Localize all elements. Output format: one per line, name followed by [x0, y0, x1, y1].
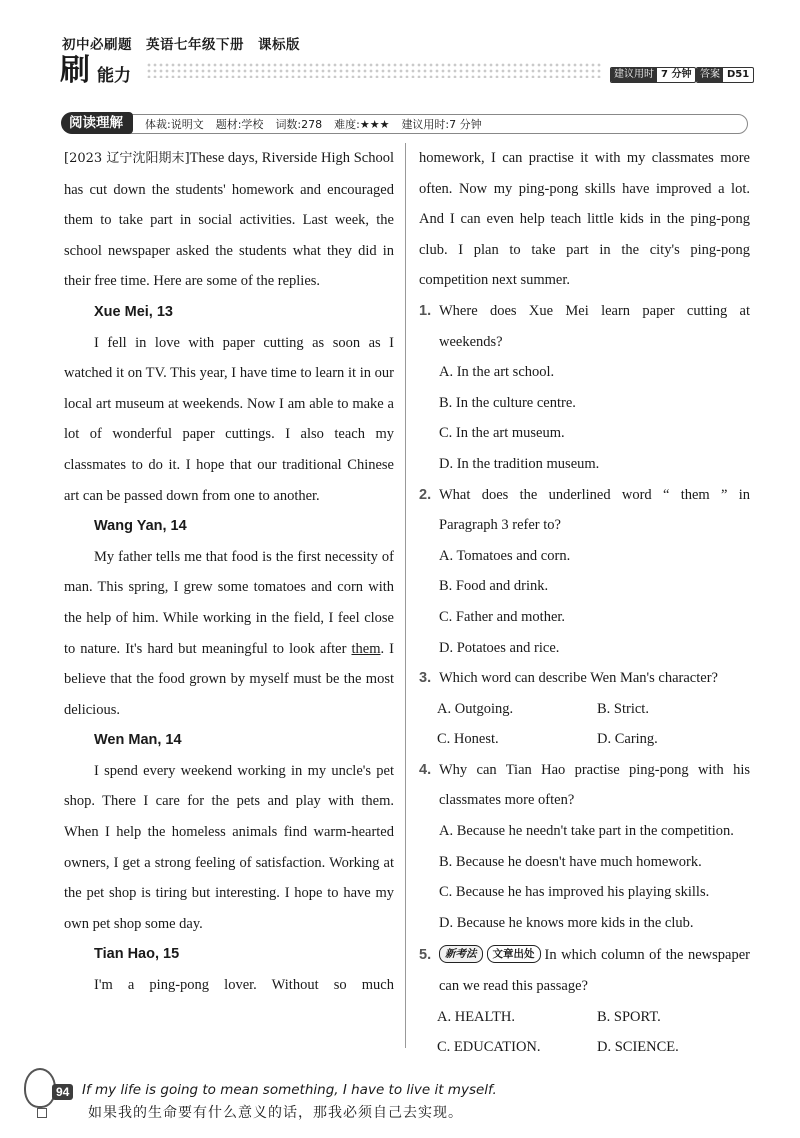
meta-topic: 题材:学校	[215, 118, 264, 131]
question-text: In which column of the newspaper can we read this passage?	[439, 947, 750, 995]
option-d: D. Because he knows more kids in the club.	[439, 914, 694, 931]
question-text: Where does Xue Mei learn paper cutting at weekends?	[439, 302, 750, 350]
option-b: B. Because he doesn't have much homework.	[439, 853, 702, 870]
respondent-name-wang-yan: Wang Yan, 14	[94, 518, 187, 535]
paragraph-tian-hao-continued: homework, I can practise it with my classmates more often. Now my ping-pong skills have improved a lot. And I can even help teach little kids in the ping-pong club. I plan to take part in the city's ping-pong competition next summer.	[419, 150, 750, 289]
footer-quote-english: If my life is going to mean something, I have to live it myself.	[82, 1082, 497, 1098]
respondent-name-tian-hao: Tian Hao, 15	[94, 946, 180, 963]
passage-column-left	[64, 143, 394, 1001]
option-d: D. Potatoes and rice.	[439, 639, 560, 656]
meta-difficulty: 难度:★★★	[334, 118, 390, 131]
option-b: B. Food and drink.	[439, 578, 549, 595]
option-c: C. Honest.	[437, 731, 499, 748]
respondent-name-wen-man: Wen Man, 14	[94, 732, 182, 749]
decorative-dot-band	[146, 62, 601, 78]
paragraph-wen-man: I spend every weekend working in my uncle's pet shop. There I care for the pets and play with them. When I help the homeless animals find warm-hearted owners, I get a strong feeling of satisfaction. Working at the pet shop is tiring but interesting. I hope to have my own pet shop some day.	[64, 762, 394, 932]
book-title: 初中必刷题 英语七年级下册 课标版	[62, 37, 300, 53]
page-footer	[0, 1060, 800, 1138]
question-text: Why can Tian Hao practise ping-pong with his classmates more often?	[439, 761, 750, 809]
answer-ref-tag	[696, 67, 754, 83]
option-d: D. Caring.	[597, 731, 658, 748]
section-brand-char: 刷	[60, 53, 90, 88]
question-text-wrapper	[439, 940, 750, 1001]
section-title: 阅读理解	[61, 112, 133, 134]
option-row	[419, 724, 750, 755]
meta-suggested-time: 建议用时:7 分钟	[401, 118, 482, 131]
meta-genre: 体裁:说明文	[145, 118, 204, 131]
suggested-time-tag-label: 建议用时	[611, 68, 657, 82]
option-a: A. Because he needn't take part in the competition.	[439, 823, 734, 840]
suggested-time-tag-value: 7 分钟	[661, 69, 692, 80]
passage-column-right	[419, 143, 750, 1063]
suggested-time-tag	[610, 67, 696, 83]
footer-quote-chinese: 如果我的生命要有什么意义的话，那我必须自己去实现。	[88, 1105, 463, 1121]
question-number: 5.	[419, 947, 432, 964]
section-info-bar	[62, 114, 748, 134]
question-number: 1.	[419, 302, 432, 319]
new-format-badge: 新考法	[439, 945, 483, 963]
answer-ref-tag-label: 答案	[697, 68, 723, 82]
answer-ref-tag-value: D51	[727, 69, 750, 80]
option-d: D. SCIENCE.	[597, 1039, 679, 1056]
option-b: B. In the culture centre.	[439, 394, 576, 411]
option-row	[419, 1002, 750, 1033]
question-number: 4.	[419, 761, 432, 778]
meta-word-count: 词数:278	[275, 118, 323, 131]
paragraph-wang-yan-part-2: . I believe that the food grown by myself must be the most delicious.	[64, 640, 394, 718]
option-row	[419, 1032, 750, 1063]
paragraph-tian-hao-start: I'm a ping-pong lover. Without so much	[94, 977, 394, 994]
question-3	[419, 663, 750, 755]
section-brand-label: 能力	[97, 66, 131, 86]
paragraph-wang-yan	[64, 542, 394, 726]
passage-intro-text: These days, Riverside High School has cut down the students' homework and encouraged them to take part in social activities. Last week, the school newspaper asked the students what they did in their free time. Here are some of the replies.	[64, 150, 394, 290]
question-number: 3.	[419, 670, 432, 687]
option-a: A. In the art school.	[439, 364, 555, 381]
column-divider	[405, 143, 406, 1048]
option-a: A. HEALTH.	[437, 1008, 516, 1025]
paragraph-xue-mei: I fell in love with paper cutting as soon as I watched it on TV. This year, I have time to learn it in our local art museum at weekends. Now I am able to make a lot of wonderful paper cuttings. I also teach my classmates to do it. I hope that our traditional Chinese art can be passed down from one to another.	[64, 334, 394, 504]
source-badge: 文章出处	[487, 945, 541, 963]
question-text: What does the underlined word “ them ” in Paragraph 3 refer to?	[439, 486, 750, 534]
question-1	[419, 296, 750, 480]
passage-intro	[64, 143, 394, 297]
question-4	[419, 755, 750, 939]
option-d: D. In the tradition museum.	[439, 455, 600, 472]
question-5	[419, 940, 750, 1062]
option-b: B. Strict.	[597, 700, 649, 717]
paragraph-wang-yan-part-1: My father tells me that food is the first necessity of man. This spring, I grew some tomatoes and corn with the help of him. While working in the field, I feel close to nature. It's hard but meaningful to look after	[64, 548, 394, 657]
question-2	[419, 480, 750, 664]
option-c: C. Father and mother.	[439, 608, 566, 625]
option-a: A. Tomatoes and corn.	[439, 547, 571, 564]
passage-source: [2023 辽宁沈阳期末]	[64, 151, 190, 166]
underlined-word-them: them	[351, 640, 381, 657]
option-row	[419, 694, 750, 725]
option-a: A. Outgoing.	[437, 700, 514, 717]
respondent-name-xue-mei: Xue Mei, 13	[94, 303, 173, 320]
question-number: 2.	[419, 486, 432, 503]
page-number: 94	[52, 1084, 73, 1100]
option-c: C. Because he has improved his playing skills.	[439, 884, 710, 901]
question-text: Which word can describe Wen Man's character?	[439, 670, 718, 687]
option-b: B. SPORT.	[597, 1008, 661, 1025]
option-c: C. In the art museum.	[439, 425, 565, 442]
option-c: C. EDUCATION.	[437, 1039, 541, 1056]
